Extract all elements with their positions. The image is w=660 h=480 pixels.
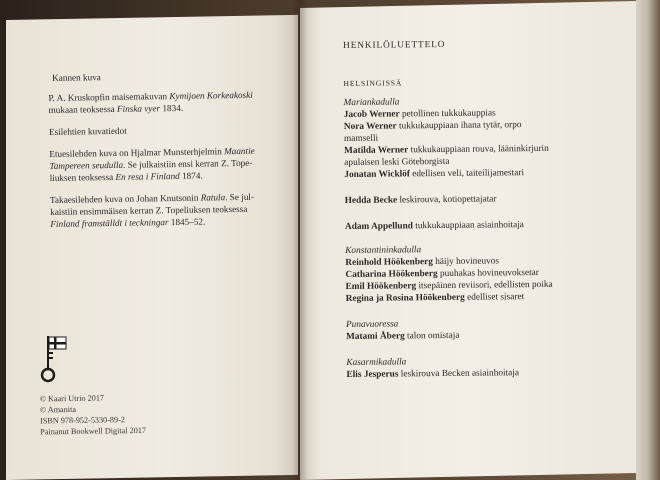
text: . Se jul- xyxy=(225,191,255,203)
character-desc: petollinen tukkukauppias xyxy=(399,108,496,120)
text: 1874. xyxy=(179,170,203,181)
character-name: Catharina Höökenberg xyxy=(345,269,438,280)
back-text-line-2: kaistiin ensimmäisen kerran Z. Topeliuksen teoksessa xyxy=(50,203,248,217)
character-desc-cont: mamselli xyxy=(343,133,379,144)
cover-heading: Kannen kuva xyxy=(52,72,101,83)
publisher-key-flag-logo xyxy=(36,334,76,384)
text: liuksen teoksessa xyxy=(49,171,116,183)
page-stack-edge xyxy=(636,0,660,480)
character-name: Regina ja Rosina Höökenberg xyxy=(345,292,465,304)
character-name: Emil Höökenberg xyxy=(345,281,417,292)
text: P. A. Kruskopfin maisemakuvan xyxy=(48,91,170,103)
text: 1845–52. xyxy=(168,216,206,228)
character-desc: edellisen veli, taiteilijamestari xyxy=(409,168,525,180)
character-desc: leskirouva, kotiopettajatar xyxy=(397,194,497,206)
frontispiece-heading: Esilehtien kuvatiedot xyxy=(48,125,127,137)
section-heading: HELSINGISSÄ xyxy=(343,78,403,88)
character-name: Jonatan Wicklöf xyxy=(344,169,410,180)
copyright-block xyxy=(40,391,241,438)
character-desc: edelliset sisaret xyxy=(464,292,525,303)
character-desc-cont: apulaisen leski Göteborgista xyxy=(344,156,450,168)
logo-flag-cross-v xyxy=(54,337,57,349)
location-heading: Kasarmikadulla xyxy=(346,357,407,368)
printer-info: Painanut Bookwell Digital 2017 xyxy=(40,425,147,437)
character-name: Nora Werner xyxy=(343,121,397,132)
character-name: Adam Appellund xyxy=(344,221,413,232)
left-page-text xyxy=(48,68,285,230)
location-heading: Mariankadulla xyxy=(343,97,400,108)
character-desc: tukkukauppiaan asiainhoitaja xyxy=(412,220,524,232)
character-name: Elis Jesperus xyxy=(346,369,399,380)
character-desc: talon omistaja xyxy=(404,330,460,342)
character-name: Matami Åberg xyxy=(346,331,405,342)
location-heading: Konstantininkadulla xyxy=(345,245,422,256)
logo-key-bit xyxy=(49,357,53,359)
character-desc: leskirouva Becken asiainhoitaja xyxy=(398,368,520,380)
text-italic: Finska vyer xyxy=(116,103,161,114)
character-desc: tukkukauppiaan rouva, lääninkirjurin xyxy=(408,143,549,156)
logo-key-bit xyxy=(49,352,53,354)
text: Takaesilehden kuva on Johan Knutsonin xyxy=(49,192,201,205)
text-italic: Finland framställdt i teckningar xyxy=(50,217,169,229)
text: . Se julkaistiin ensi kerran Z. Tope- xyxy=(122,157,253,170)
text: 1834. xyxy=(160,102,184,114)
book-gutter xyxy=(292,0,308,480)
text: Etuesilehden kuva on Hjalmar Munsterhjelmin xyxy=(49,146,225,159)
copyright-publisher: © Amanita xyxy=(39,404,77,415)
character-desc: itsepäinen reviisori, edellisten poika xyxy=(416,279,553,292)
logo-flag-cross-h xyxy=(49,342,66,345)
character-name: Hedda Becke xyxy=(344,195,398,206)
character-desc: tukkukauppiaan ihana tytär, orpo xyxy=(396,120,522,132)
text-italic: Ratula xyxy=(200,192,226,203)
character-desc: häijy hovineuvos xyxy=(432,256,500,268)
logo-key-ring xyxy=(42,369,54,381)
location-heading: Punavuoressa xyxy=(345,319,399,330)
text: mukaan teoksessa xyxy=(48,103,118,115)
character-name: Jacob Werner xyxy=(343,109,400,120)
isbn: ISBN 978-952-5330-89-2 xyxy=(40,415,125,426)
character-name: Reinhold Höökenberg xyxy=(345,257,433,268)
text-italic: Tampereen seudulla xyxy=(49,159,124,171)
character-desc: puuhakas hovineuvoksetar xyxy=(437,267,539,280)
right-page-text xyxy=(343,37,632,381)
page-title: HENKILÖLUETTELO xyxy=(343,39,446,51)
text-italic: Maantie xyxy=(223,145,255,157)
copyright-author: © Kaari Utrio 2017 xyxy=(39,393,105,404)
character-name: Matilda Werner xyxy=(344,145,409,156)
text-italic: En resa i Finland xyxy=(115,170,180,182)
text-italic: Kymijoen Korkeakoski xyxy=(169,89,253,102)
